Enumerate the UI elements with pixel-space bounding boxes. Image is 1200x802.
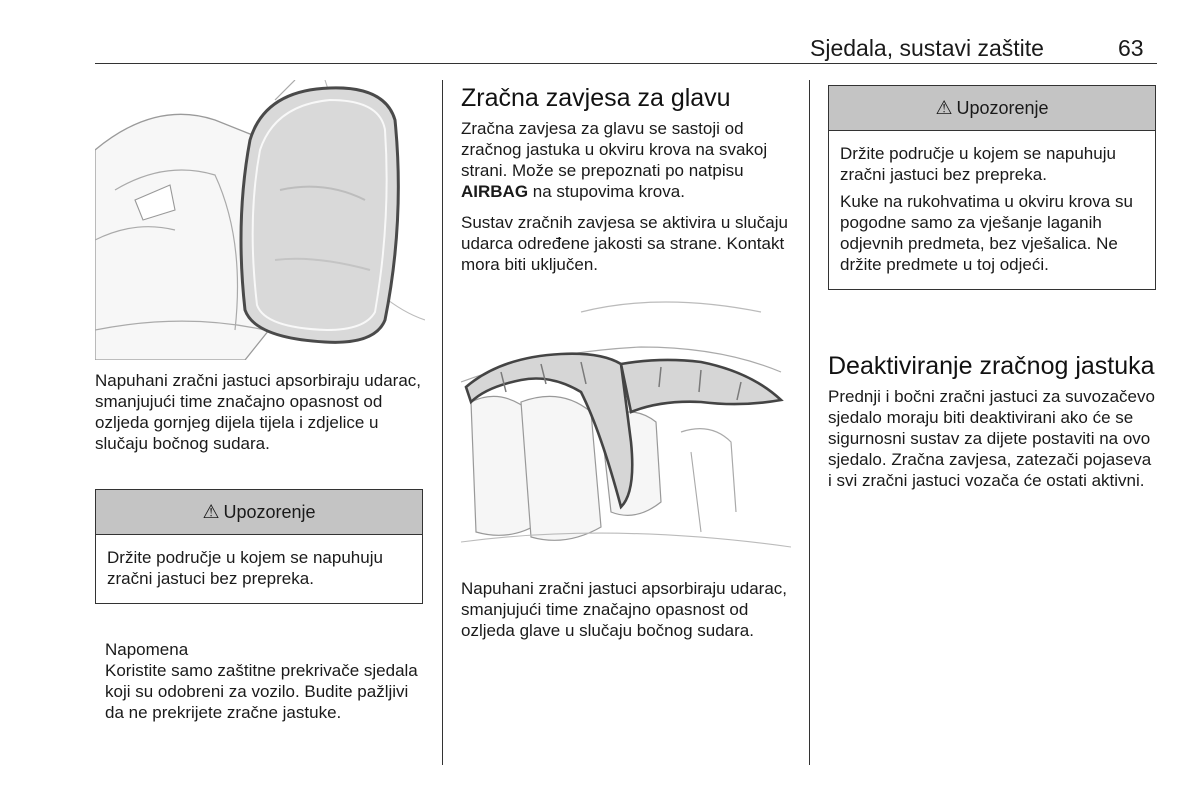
header-rule xyxy=(95,63,1157,64)
page-number: 63 xyxy=(1118,35,1144,61)
middle-caption-block xyxy=(461,578,796,651)
middle-image-caption: Napuhani zračni jastuci apsorbiraju udarac, smanjujući time značajno opasnost od ozljeda glave u slučaju bočnog sudara. xyxy=(461,579,788,640)
warning-title: Upozorenje xyxy=(956,97,1049,118)
curtain-description xyxy=(461,118,796,202)
warning-header xyxy=(829,86,1155,131)
note-block xyxy=(105,640,420,733)
warning-triangle-icon: ⚠ xyxy=(935,97,953,119)
warning-text-1: Držite područje u kojem se napuhuju zračni jastuci bez prepreka. xyxy=(840,144,1116,184)
curtain-description-part2: na stupovima krova. xyxy=(528,182,685,201)
curtain-activation-text: Sustav zračnih zavjesa se aktivira u slučaju udarca određene jakosti sa strane. Kontakt mora biti uključen. xyxy=(461,213,788,274)
column-divider-right xyxy=(809,80,810,765)
seat-airbag-illustration xyxy=(95,80,425,360)
deactivation-text: Prednji i bočni zračni jastuci za suvozačevo sjedalo moraju biti deaktivirani ako će se sigurnosni sustav za dijete postaviti na ovo sjedalo. Zračna zavjesa, zatezači pojaseva i svi zračni jastuci vozača će ostati aktivni. xyxy=(828,387,1155,490)
right-column-text xyxy=(828,352,1158,501)
curtain-description-part1: Zračna zavjesa za glavu se sastoji od zračnog jastuka u okviru krova na svakoj strani. Može se prepoznati po natpisu xyxy=(461,119,768,180)
middle-column-text xyxy=(461,84,796,285)
warning-box-right xyxy=(828,85,1156,290)
warning-text: Držite područje u kojem se napuhuju zračni jastuci bez prepreka. xyxy=(107,548,383,588)
left-column-text xyxy=(95,370,425,464)
warning-header xyxy=(96,490,422,535)
airbag-label: AIRBAG xyxy=(461,182,529,201)
warning-box-left xyxy=(95,489,423,604)
left-image-caption: Napuhani zračni jastuci apsorbiraju udarac, smanjujući time značajno opasnost od ozljeda gornjeg dijela tijela i zdjelice u slučaju bočnog sudara. xyxy=(95,371,422,453)
warning-title: Upozorenje xyxy=(223,501,316,522)
note-title: Napomena xyxy=(105,640,189,659)
note-text: Koristite samo zaštitne prekrivače sjedala koji su odobreni za vozilo. Budite pažljivi da ne prekrijete zračne jastuke. xyxy=(105,661,418,722)
warning-text-2: Kuke na rukohvatima u okviru krova su pogodne samo za vješanje laganih odjevnih predmeta, bez vješalica. Ne držite predmete u toj odjeći. xyxy=(840,192,1133,274)
page-header-title: Sjedala, sustavi zaštite xyxy=(810,35,1044,61)
warning-triangle-icon: ⚠ xyxy=(202,501,220,523)
section-heading-deactivation: Deaktiviranje zračnog jastuka xyxy=(828,352,1155,380)
curtain-airbag-illustration xyxy=(461,292,791,566)
section-heading-head-curtain: Zračna zavjesa za glavu xyxy=(461,84,731,112)
column-divider-left xyxy=(442,80,443,765)
